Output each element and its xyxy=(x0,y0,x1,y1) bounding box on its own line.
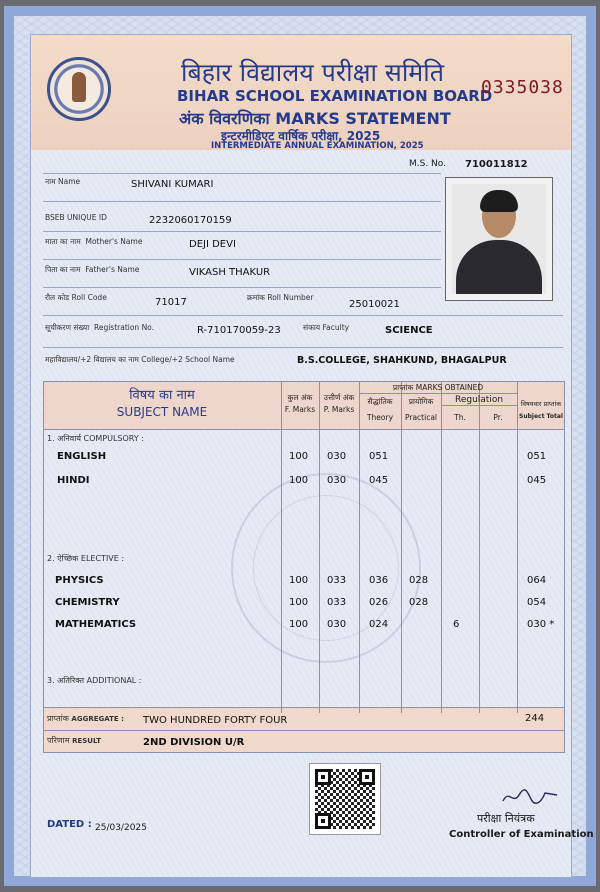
qr-finder xyxy=(359,769,375,785)
father-name: VIKASH THAKUR xyxy=(189,267,271,278)
col-divider xyxy=(441,381,442,713)
aggregate-label: प्राप्तांक AGGREGATE : xyxy=(47,714,124,723)
pass-marks: 030 xyxy=(327,475,347,486)
practical-marks: 028 xyxy=(409,575,429,586)
subject-total: 045 xyxy=(527,475,547,486)
section-compulsory: 1. अनिवार्य COMPULSORY : xyxy=(47,434,144,443)
table-footer-divider xyxy=(43,707,565,708)
obtained-subheader-divider xyxy=(359,393,517,394)
college-name: B.S.COLLEGE, SHAHKUND, BHAGALPUR xyxy=(297,355,507,366)
divider xyxy=(43,287,441,288)
uid-label: BSEB UNIQUE ID xyxy=(45,213,107,222)
full-marks-header-hindi: कुल अंक xyxy=(287,393,313,402)
statement-title xyxy=(179,107,451,129)
ms-no-label: M.S. No. xyxy=(409,159,447,169)
subject-total: 064 xyxy=(527,575,547,586)
marks-obtained-header: प्राप्तांक MARKS OBTAINED xyxy=(392,383,484,392)
subject-total-header-hindi: विषयवार प्राप्तांक xyxy=(520,400,562,408)
table-header-divider xyxy=(43,429,565,430)
col-divider xyxy=(517,381,518,713)
theory-marks: 026 xyxy=(369,597,389,608)
serial-number: 0335038 xyxy=(481,77,564,98)
college-label: महाविद्यालय/+2 विद्यालय का नाम College/+2 School Name xyxy=(45,355,235,364)
roll-number: 25010021 xyxy=(349,299,400,310)
subject-name: MATHEMATICS xyxy=(55,619,137,630)
divider xyxy=(43,231,441,232)
full-marks: 100 xyxy=(289,619,309,630)
controller-signature-icon xyxy=(501,787,561,807)
qr-code-icon xyxy=(309,763,381,835)
theory-marks: 036 xyxy=(369,575,389,586)
divider xyxy=(43,259,441,260)
practical-header: Practical xyxy=(404,413,438,422)
subject-name: CHEMISTRY xyxy=(55,597,120,608)
pass-marks: 033 xyxy=(327,575,347,586)
divider xyxy=(43,315,563,316)
exam-name-english: INTERMEDIATE ANNUAL EXAMINATION, 2025 xyxy=(211,141,424,151)
subject-name: ENGLISH xyxy=(57,451,107,462)
theory-header-hindi: सैद्धांतिक xyxy=(367,397,393,406)
regulation-theory-header: Th. xyxy=(454,413,466,422)
theory-marks: 024 xyxy=(369,619,389,630)
statement-title-hindi: अंक विवरणिका xyxy=(179,109,270,128)
board-title-english: BIHAR SCHOOL EXAMINATION BOARD xyxy=(177,87,493,105)
pass-marks: 030 xyxy=(327,451,347,462)
subject-name: HINDI xyxy=(57,475,90,486)
aggregate-words: TWO HUNDRED FORTY FOUR xyxy=(143,715,288,726)
regulation-theory-marks: 6 xyxy=(453,619,460,630)
col-divider xyxy=(401,381,402,713)
mother-name-label: माता का नाम Mother's Name xyxy=(45,237,143,246)
theory-marks: 051 xyxy=(369,451,389,462)
result-label: परिणाम RESULT xyxy=(47,736,102,745)
controller-title-hindi: परीक्षा नियंत्रक xyxy=(477,812,535,825)
logo-figure xyxy=(72,72,86,102)
practical-header-hindi: प्रायोगिक xyxy=(408,397,434,406)
regulation-practical-header: Pr. xyxy=(493,413,503,422)
subject-total: 030 * xyxy=(527,619,555,630)
col-divider xyxy=(479,381,480,713)
student-name: SHIVANI KUMARI xyxy=(131,179,214,190)
divider xyxy=(43,347,563,348)
qr-finder xyxy=(315,813,331,829)
result-value: 2ND DIVISION U/R xyxy=(143,737,245,748)
full-marks: 100 xyxy=(289,597,309,608)
exam-name-hindi: इन्टरमीडिएट वार्षिक परीक्षा, 2025 xyxy=(221,129,381,143)
section-elective: 2. ऐच्छिक ELECTIVE : xyxy=(47,554,125,563)
pass-marks: 030 xyxy=(327,619,347,630)
regulation-subheader-divider xyxy=(441,405,517,406)
subject-total-header: Subject Total xyxy=(519,413,563,420)
full-marks: 100 xyxy=(289,451,309,462)
photo-body xyxy=(456,240,542,294)
subject-name: PHYSICS xyxy=(55,575,104,586)
marks-statement-sheet xyxy=(4,6,596,886)
registration-number: R-710170059-23 xyxy=(197,325,281,336)
bseb-logo-icon xyxy=(47,57,111,121)
pass-marks-header: P. Marks xyxy=(323,405,355,414)
subject-header-english: SUBJECT NAME xyxy=(116,405,208,419)
roll-code: 71017 xyxy=(155,297,187,308)
col-divider xyxy=(359,381,360,713)
theory-marks: 045 xyxy=(369,475,389,486)
pass-marks: 033 xyxy=(327,597,347,608)
statement-title-english: MARKS STATEMENT xyxy=(275,109,451,128)
qr-finder xyxy=(315,769,331,785)
roll-number-label: क्रमांक Roll Number xyxy=(247,293,314,302)
full-marks: 100 xyxy=(289,575,309,586)
pass-marks-header-hindi: उत्तीर्ण अंक xyxy=(323,393,355,402)
registration-label: सूचीकरण संख्या Registration No. xyxy=(45,323,155,332)
aggregate-value: 244 xyxy=(525,713,545,724)
full-marks-header: F. Marks xyxy=(284,405,316,414)
subject-header-hindi: विषय का नाम xyxy=(129,388,195,403)
dated-label: DATED : xyxy=(47,819,92,830)
divider xyxy=(43,173,441,174)
name-label: नाम Name xyxy=(45,177,81,186)
aggregate-divider xyxy=(43,730,565,731)
full-marks: 100 xyxy=(289,475,309,486)
practical-marks: 028 xyxy=(409,597,429,608)
mother-name: DEJI DEVI xyxy=(189,239,236,250)
father-name-label: पिता का नाम Father's Name xyxy=(45,265,140,274)
uid-value: 2232060170159 xyxy=(149,215,232,226)
divider xyxy=(43,201,441,202)
board-title-hindi: बिहार विद्यालय परीक्षा समिति xyxy=(181,58,444,87)
photo-image xyxy=(452,184,546,294)
student-photo xyxy=(445,177,553,301)
col-divider xyxy=(319,381,320,713)
roll-code-label: रौल कोड Roll Code xyxy=(45,293,107,302)
regulation-header: Regulation xyxy=(454,395,504,405)
subject-total: 054 xyxy=(527,597,547,608)
col-divider xyxy=(281,381,282,713)
issue-date: 25/03/2025 xyxy=(95,823,147,833)
faculty-value: SCIENCE xyxy=(385,325,433,336)
controller-title: Controller of Examination xyxy=(449,829,594,840)
ms-no-value: 710011812 xyxy=(465,159,528,170)
photo-hair xyxy=(480,190,518,212)
section-additional: 3. अतिरिक्त ADDITIONAL : xyxy=(47,676,142,685)
subject-total: 051 xyxy=(527,451,547,462)
certificate-body xyxy=(30,34,594,878)
faculty-label: संकाय Faculty xyxy=(303,323,350,332)
theory-header: Theory xyxy=(366,413,394,422)
